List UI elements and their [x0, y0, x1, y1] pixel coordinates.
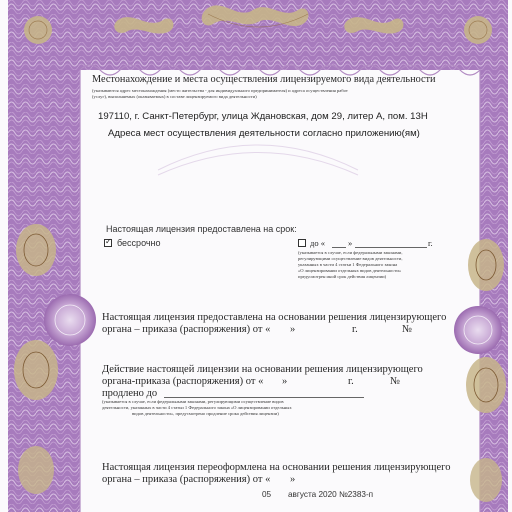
extension-line2-year: г. [348, 376, 354, 387]
reissue-line1: Настоящая лицензия переоформлена на основании решения лицензирующего [102, 462, 451, 473]
address-text: 197110, г. Санкт-Петербург, улица Ждановская, дом 29, литер А, пом. 13Н [98, 111, 428, 122]
basis-line2-no: № [402, 324, 413, 335]
extension-note-1: (указывается в случае, если федеральными законами, регулирующими осуществление видов [102, 399, 284, 404]
extension-line2-prefix: органа-приказа (распоряжения) от « [102, 376, 264, 387]
reissue-day: 05 [262, 490, 272, 499]
until-quote-close: » [348, 238, 353, 248]
reissue-line2-prefix: органа – приказа (распоряжения) от « [102, 474, 271, 485]
indefinite-label: бессрочно [117, 238, 161, 248]
basis-line2-prefix: органа – приказа (распоряжения) от « [102, 324, 271, 335]
until-label: до « [310, 238, 325, 248]
location-heading: Местонахождение и места осуществления лицензируемого вида деятельности [92, 74, 436, 85]
reissue-line2-close: » [290, 474, 296, 485]
extension-note-3: видов деятельности», предусмотрено продление срока действия лицензии) [132, 411, 279, 416]
until-note-3: указанных в части 4 статьи 1 Федерального закона [298, 262, 398, 267]
extension-line1: Действие настоящей лицензии на основании решения лицензирующего [102, 364, 423, 375]
extension-line3: продлено до [102, 388, 158, 399]
basis-line2-close: » [290, 324, 296, 335]
indefinite-checkbox [104, 239, 112, 247]
extension-note-2: деятельности, указанных в части 4 статьи 1 Федерального закона «О лицензировании отдельных [102, 405, 292, 410]
license-content [92, 0, 462, 512]
location-note-line2: (услуг), выполняемых (оказываемых) в составе лицензируемого вида деятельности) [92, 94, 257, 99]
until-note-2: регулирующими осуществление видов деятельности, [298, 256, 403, 261]
term-heading: Настоящая лицензия предоставлена на срок: [106, 224, 297, 234]
extension-until-line [164, 397, 364, 398]
until-note-1: (указывается в случае, если федеральными законами, [298, 250, 403, 255]
extension-line2-no: № [390, 376, 401, 387]
extension-line2-close: » [282, 376, 288, 387]
until-checkbox [298, 239, 306, 247]
basis-line2-year: г. [352, 324, 358, 335]
location-note-line1: (указываются адрес местонахождения (место жительства - для индивидуального предпринимателя) и адреса осуществления работ [92, 88, 348, 93]
basis-line1: Настоящая лицензия предоставлена на основании решения лицензирующего [102, 312, 447, 323]
until-year: г. [428, 238, 433, 248]
until-note-4: «О лицензировании отдельных видов деятельности» [298, 268, 402, 273]
reissue-month-year-no: августа 2020 №2383-п [288, 490, 374, 499]
until-note-5: предусмотрен иной срок действия лицензии) [298, 274, 387, 279]
until-month-line [355, 247, 427, 248]
until-day-line [332, 247, 346, 248]
annex-text: Адреса мест осуществления деятельности согласно приложению(ям) [108, 128, 420, 139]
